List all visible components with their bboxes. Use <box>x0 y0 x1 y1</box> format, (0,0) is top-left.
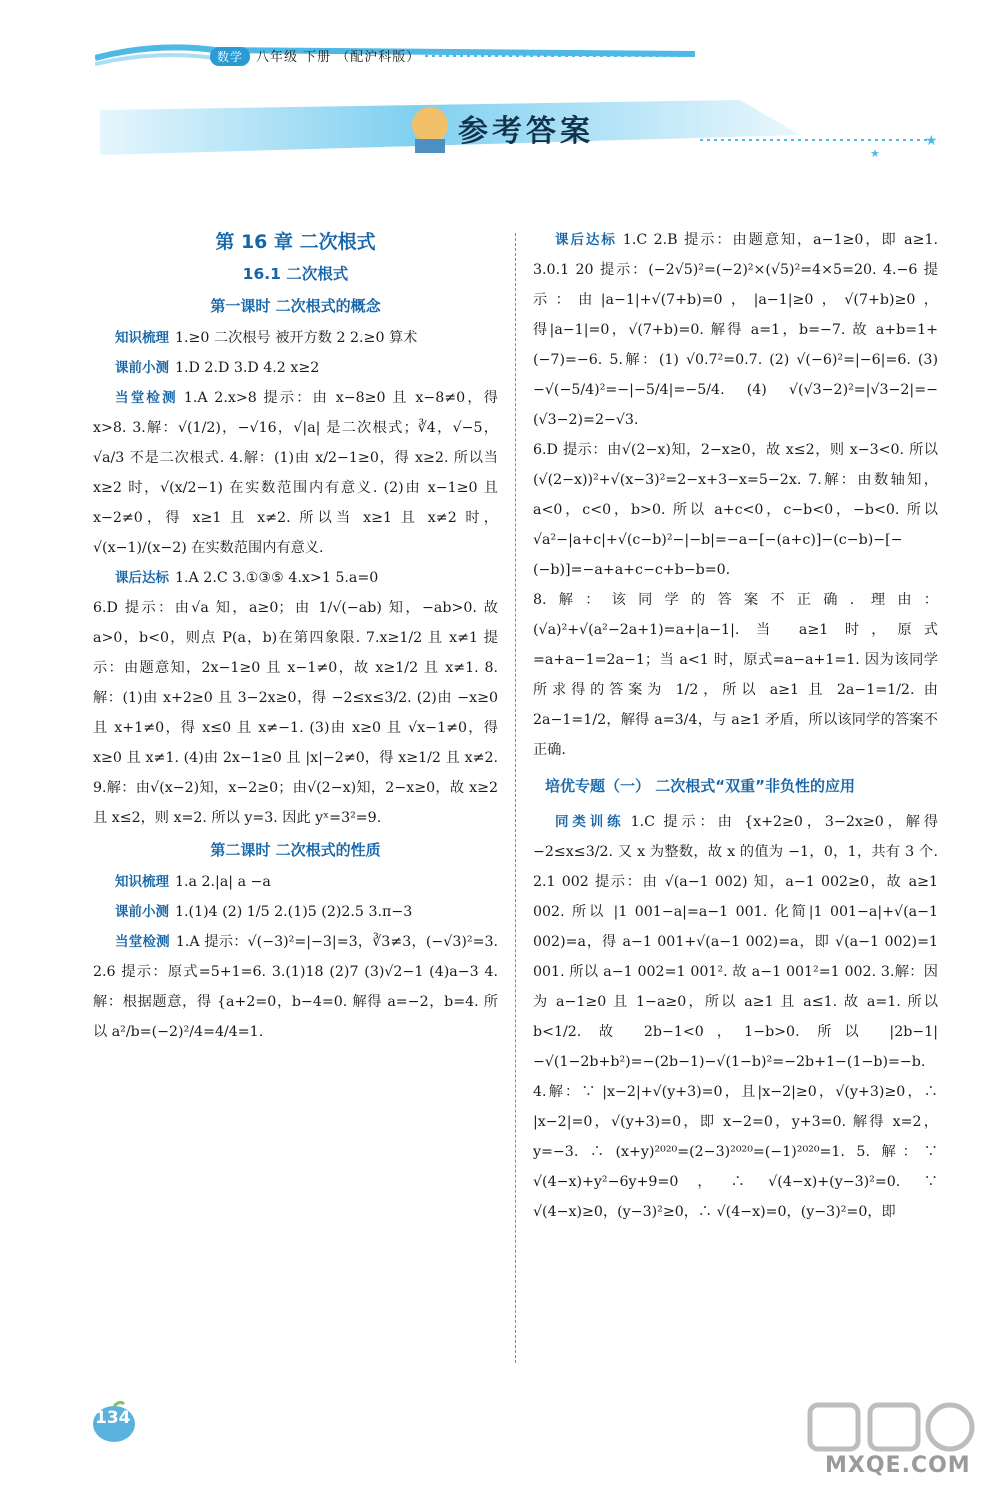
answer-paragraph: 当堂检测 1.A 提示：√(−3)²=|−3|=3，∛3≠3，(−√3)²=3. 2.6 提示：原式=5+1=6. 3.(1)18 (2)7 (3)√2−1 (4)a−3 4.解：根据题意，得 {a+2=0，b−4=0. 解得 a=−2，b=4. 所以 a²/b=(−2)²/4=4/4=1. <box>93 934 498 1040</box>
left-column <box>93 225 498 1047</box>
label-pre-test: 课前小测 <box>115 904 169 920</box>
label-after-class: 课后达标 <box>115 570 169 586</box>
label-in-class: 当堂检测 <box>115 390 178 406</box>
right-column <box>533 225 938 1227</box>
answer-paragraph: 8.解：该同学的答案不正确. 理由：(√a)²+√(a²−2a+1)=a+|a−1|. 当 a≥1 时，原式=a+a−1=2a−1；当 a<1 时，原式=a−a+1=1. 因为该同学所求得的答案为 1/2，所以 a≥1 且 2a−1=1/2. 由 2a−1=1/2，解得 a=3/4，与 a≥1 矛盾，所以该同学的答案不正确. <box>533 592 938 758</box>
answer-paragraph: 课后达标 1.C 2.B 提示：由题意知，a−1≥0，即 a≥1. 3.0.1 20 提示：(−2√5)²=(−2)²×(√5)²=4×5=20. 4.−6 提示：由|a−1|+√(7+b)=0，|a−1|≥0，√(7+b)≥0，得|a−1|=0，√(7+b)=0. 解得 a=1，b=−7. 故 a+b=1+(−7)=−6. 5.解：(1) √0.7²=0.7. (2) √(−6)²=|−6|=6. (3) −√(−5/4)²=−|−5/4|=−5/4. (4) √(√3−2)²=|√3−2|=−(√3−2)=2−√3. <box>533 232 938 428</box>
watermark-text: MXQE.COM <box>825 1453 971 1478</box>
label-knowledge: 知识梳理 <box>115 874 169 890</box>
special-topic-heading: 培优专题（一） 二次根式“双重”非负性的应用 <box>545 777 855 795</box>
subject-badge: 数学 <box>210 47 250 66</box>
label-pre-test: 课前小测 <box>115 360 169 376</box>
label-practice: 同类训练 <box>555 814 625 830</box>
label-after-class: 课后达标 <box>555 232 617 248</box>
svg-text:★: ★ <box>925 133 938 149</box>
answer-paragraph: 知识梳理 1.≥0 二次根号 被开方数 2 2.≥0 算术 <box>115 330 418 346</box>
lesson-heading-1: 第一课时 二次根式的概念 <box>210 297 381 315</box>
chapter-heading: 第 16 章 二次根式 <box>215 231 376 253</box>
answer-paragraph: 课前小测 1.D 2.D 3.D 4.2 x≥2 <box>115 360 320 376</box>
section-heading: 16.1 二次根式 <box>242 265 349 283</box>
label-in-class: 当堂检测 <box>115 934 170 950</box>
answer-paragraph: 当堂检测 1.A 2.x>8 提示：由 x−8≥0 且 x−8≠0，得 x>8. 3.解：√(1/2)，−√16，√|a| 是二次根式；∛4，√−5，√a/3 不是二次根式. 4.解：(1)由 x/2−1≥0，得 x≥2. 所以当 x≥2 时，√(x/2−1) 在实数范围内有意义. (2)由 x−1≥0 且 x−2≠0，得 x≥1 且 x≠2. 所以当 x≥1 且 x≠2 时，√(x−1)/(x−2) 在实数范围内有意义. <box>93 390 498 556</box>
answer-paragraph: 课前小测 1.(1)4 (2) 1/5 2.(1)5 (2)2.5 3.π−3 <box>115 904 413 920</box>
page-number: 134 <box>95 1408 131 1428</box>
answer-paragraph: 6.D 提示：由√a 知，a≥0；由 1/√(−ab) 知，−ab>0. 故 a>0，b<0，则点 P(a，b)在第四象限. 7.x≥1/2 且 x≠1 提示：由题意知，2x−1≥0 且 x−1≠0，故 x≥1/2 且 x≠1. 8.解：(1)由 x+2≥0 且 3−2x≥0，得 −2≤x≤3/2. (2)由 −x≥0 且 x+1≠0，得 x≤0 且 x≠−1. (3)由 x≥0 且 √x−1≠0，得 x≥0 且 x≠1. (4)由 2x−1≥0 且 |x|−2≠0，得 x≥1/2 且 x≠2. 9.解：由√(x−2)知，x−2≥0；由√(2−x)知，2−x≥0，故 x≥2 且 x≤2，则 x=2. 所以 y=3. 因此 yˣ=3²=9. <box>93 600 498 826</box>
grade-info: 八年级 下册 （配沪科版） <box>256 50 421 65</box>
lesson-heading-2: 第二课时 二次根式的性质 <box>210 841 381 859</box>
header-text <box>210 46 420 66</box>
svg-text:★: ★ <box>870 147 880 160</box>
label-knowledge: 知识梳理 <box>115 330 169 346</box>
page-title: 参考答案 <box>458 114 594 149</box>
answer-paragraph: 课后达标 1.A 2.C 3.①③⑤ 4.x>1 5.a=0 <box>115 570 379 586</box>
answer-paragraph: 同类训练 1.C 提示：由 {x+2≥0，3−2x≥0，解得 −2≤x≤3/2. 又 x 为整数，故 x 的值为 −1，0，1，共有 3 个. 2.1 002 提示：由 √(a−1 002) 知，a−1 002≥0，故 a≥1 002. 所以 |1 001−a|=a−1 001. 化简|1 001−a|+√(a−1 002)=a，得 a−1 001+√(a−1 002)=a，即 √(a−1 002)=1 001. 所以 a−1 002=1 001². 故 a−1 001²=1 002. 3.解：因为 a−1≥0 且 1−a≥0，所以 a≥1 且 a≤1. 故 a=1. 所以 b<1/2. 故 2b−1<0，1−b>0. 所以 |2b−1|−√(1−2b+b²)=−(2b−1)−√(1−b)²=−2b+1−(1−b)=−b. 4.解：∵ |x−2|+√(y+3)=0，且|x−2|≥0，√(y+3)≥0，∴ |x−2|=0，√(y+3)=0，即 x−2=0，y+3=0. 解得 x=2，y=−3. ∴ (x+y)²⁰²⁰=(2−3)²⁰²⁰=(−1)²⁰²⁰=1. 5. 解：∵ √(4−x)+y²−6y+9=0，∴ √(4−x)+(y−3)²=0. ∵ √(4−x)≥0，(y−3)²≥0，∴ √(4−x)=0，(y−3)²=0，即 <box>533 814 939 1220</box>
answer-paragraph: 知识梳理 1.a 2.|a| a −a <box>115 874 271 890</box>
answer-paragraph: 6.D 提示：由√(2−x)知，2−x≥0，故 x≤2，则 x−3<0. 所以 (√(2−x))²+√(x−3)²=2−x+3−x=5−2x. 7.解：由数轴知，a<0，c<0，b>0. 所以 a+c<0，c−b<0，−b<0. 所以 √a²−|a+c|+√(c−b)²−|−b|=−a−[−(a+c)]−(c−b)−[−(−b)]=−a+a+c−c+b−b=0. <box>533 442 938 578</box>
column-divider <box>515 233 516 1363</box>
